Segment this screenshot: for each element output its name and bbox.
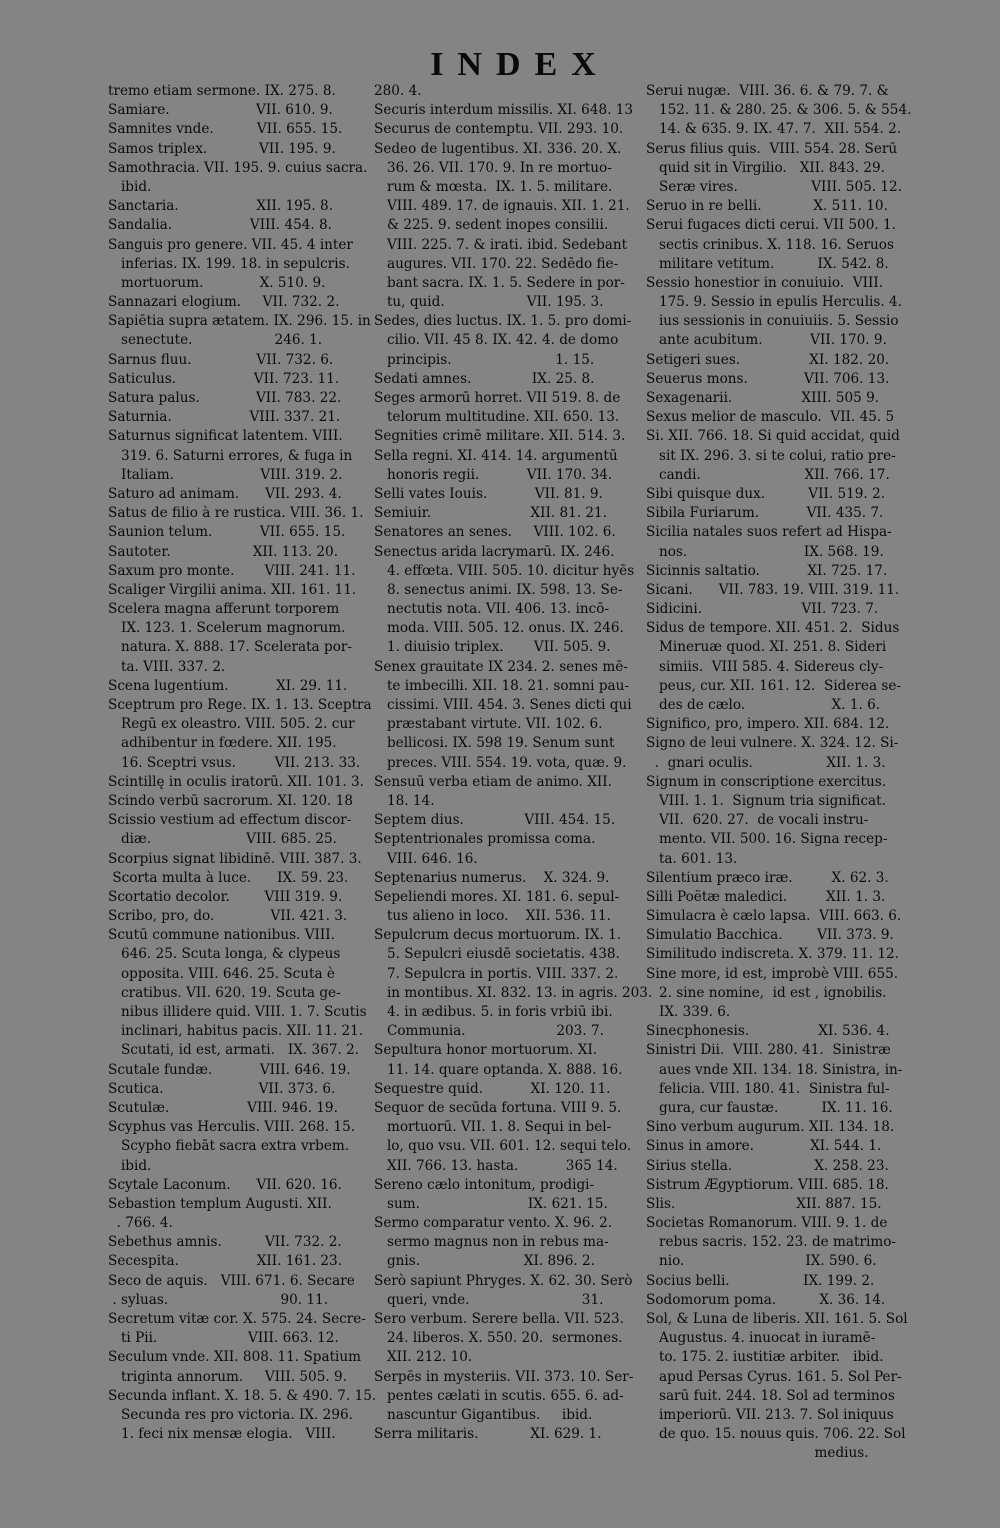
index-line: Serus filius quis. VIII. 554. 28. Serū bbox=[646, 140, 898, 157]
index-line: pentes cælati in scutis. 655. 6. ad- bbox=[374, 1387, 624, 1404]
index-line: gura, cur faustæ. IX. 11. 16. bbox=[646, 1099, 893, 1116]
index-line: simiis. VIII 585. 4. Sidereus cly- bbox=[646, 658, 884, 675]
index-line: principis. 1. 15. bbox=[374, 351, 595, 368]
index-line: tremo etiam sermone. IX. 275. 8. bbox=[108, 83, 336, 99]
index-line: Seuerus mons. VII. 706. 13. bbox=[646, 370, 890, 387]
index-line: mortuorum. X. 510. 9. bbox=[108, 274, 326, 291]
index-line: mento. VII. 500. 16. Signa recep- bbox=[646, 831, 888, 848]
index-line: Sepeliendi mores. XI. 181. 6. sepul- bbox=[374, 888, 620, 905]
index-column-1 bbox=[108, 82, 383, 1444]
index-line: Senatores an senes. VIII. 102. 6. bbox=[374, 524, 616, 541]
index-line: Saxum pro monte. VIII. 241. 11. bbox=[108, 562, 356, 579]
index-column-3 bbox=[646, 82, 936, 1464]
index-line: Saturnia. VIII. 337. 21. bbox=[108, 409, 341, 426]
index-line: des de cælo. X. 1. 6. bbox=[646, 697, 881, 713]
index-line: candi. XII. 766. 17. bbox=[646, 466, 890, 483]
index-line: ti Pii. VIII. 663. 12. bbox=[108, 1330, 339, 1347]
index-line: XII. 212. 10. bbox=[374, 1349, 473, 1366]
index-line: senectute. 246. 1. bbox=[108, 332, 323, 349]
index-line: & 225. 9. sedent inopes consilii. bbox=[374, 217, 609, 234]
index-line: 14. & 635. 9. IX. 47. 7. XII. 554. 2. bbox=[646, 121, 902, 138]
index-line: sarū fuit. 244. 18. Sol ad terminos bbox=[646, 1387, 895, 1404]
index-line: ibid. bbox=[108, 178, 152, 195]
index-line: Sermo comparatur vento. X. 96. 2. bbox=[374, 1215, 613, 1232]
index-line: Sinus in amore. XI. 544. 1. bbox=[646, 1138, 882, 1155]
index-line: VIII. 225. 7. & irati. ibid. Sedebant bbox=[374, 236, 628, 253]
index-line: imperiorū. VII. 213. 7. Sol iniquus bbox=[646, 1406, 894, 1423]
index-line: Sebethus amnis. VII. 732. 2. bbox=[108, 1234, 342, 1251]
index-line: Si. XII. 766. 18. Si quid accidat, quid bbox=[646, 428, 900, 445]
index-line: Serpēs in mysteriis. VII. 373. 10. Ser- bbox=[374, 1368, 634, 1385]
index-line: Sinistri Dii. VIII. 280. 41. Sinistræ bbox=[646, 1042, 891, 1059]
index-line: Saticulus. VII. 723. 11. bbox=[108, 370, 340, 387]
index-line: Saturnus significat latentem. VIII. bbox=[108, 428, 343, 445]
index-line: Sedeo de lugentibus. XI. 336. 20. X. bbox=[374, 140, 622, 157]
index-line: Signum in conscriptione exercitus. bbox=[646, 773, 887, 790]
index-line: Scintillę in oculis iratorū. XII. 101. 3. bbox=[108, 773, 364, 790]
index-line: nio. IX. 590. 6. bbox=[646, 1253, 877, 1270]
index-line: Slis. XII. 887. 15. bbox=[646, 1195, 882, 1212]
index-line: tu, quid. VII. 195. 3. bbox=[374, 294, 604, 311]
index-line: Sarnus fluu. VII. 732. 6. bbox=[108, 351, 334, 368]
index-line: sit IX. 296. 3. si te colui, ratio pre- bbox=[646, 447, 896, 464]
index-line: 2. sine nomine, id est , ignobilis. bbox=[646, 984, 887, 1001]
index-line: Sella regni. XI. 414. 14. argumentū bbox=[374, 447, 618, 464]
index-line: diæ. VIII. 685. 25. bbox=[108, 831, 337, 848]
index-line: Setigeri sues. XI. 182. 20. bbox=[646, 351, 890, 368]
index-line: . 766. 4. bbox=[108, 1215, 173, 1232]
index-line: Sanctaria. XII. 195. 8. bbox=[108, 198, 334, 215]
index-line: nectutis nota. VII. 406. 13. incō- bbox=[374, 601, 610, 618]
index-line: felicia. VIII. 180. 41. Sinistra ful- bbox=[646, 1080, 890, 1097]
index-line: ta. 601. 13. bbox=[646, 850, 738, 867]
index-line: Sinecphonesis. XI. 536. 4. bbox=[646, 1023, 890, 1040]
index-line: Satura palus. VII. 783. 22. bbox=[108, 390, 342, 406]
index-line: Satus de filio à re rustica. VIII. 36. 1. bbox=[108, 505, 364, 522]
index-line: medius. bbox=[646, 1445, 869, 1462]
index-line: cratibus. VII. 620. 19. Scuta ge- bbox=[108, 984, 341, 1001]
index-line: adhibentur in fœdere. XII. 195. bbox=[108, 735, 337, 752]
index-column-2 bbox=[374, 82, 656, 1444]
index-line: rebus sacris. 152. 23. de matrimo- bbox=[646, 1234, 896, 1251]
index-line: Sensuū verba etiam de animo. XII. bbox=[374, 773, 612, 790]
index-line: Seræ vires. VIII. 505. 12. bbox=[646, 178, 903, 195]
index-line: Segnities crimē militare. XII. 514. 3. bbox=[374, 428, 626, 445]
index-line: Sanguis pro genere. VII. 45. 4 inter bbox=[108, 236, 353, 253]
index-line: nos. IX. 568. 19. bbox=[646, 543, 884, 560]
index-line: VIII. 1. 1. Signum tria significat. bbox=[646, 792, 886, 809]
index-line: sum. IX. 621. 15. bbox=[374, 1195, 608, 1212]
index-line: aues vnde XII. 134. 18. Sinistra, in- bbox=[646, 1061, 903, 1078]
index-line: Scorta multa à luce. IX. 59. 23. bbox=[108, 869, 349, 886]
index-line: Sedati amnes. IX. 25. 8. bbox=[374, 370, 595, 387]
index-line: 18. 14. bbox=[374, 792, 435, 809]
index-line: bant sacra. IX. 1. 5. Sedere in por- bbox=[374, 274, 625, 291]
index-line: honoris regii. VII. 170. 34. bbox=[374, 466, 613, 483]
index-line: Serra militaris. XI. 629. 1. bbox=[374, 1426, 602, 1443]
index-line: 4. effœta. VIII. 505. 10. dicitur hyēs bbox=[374, 562, 635, 579]
index-line: IX. 339. 6. bbox=[646, 1004, 731, 1020]
index-line: Sannazari elogium. VII. 732. 2. bbox=[108, 294, 340, 311]
index-line: Saturo ad animam. VII. 293. 4. bbox=[108, 485, 342, 502]
index-line: Simulatio Bacchica. VII. 373. 9. bbox=[646, 927, 894, 944]
index-line: Securis interdum missilis. XI. 648. 13 bbox=[374, 102, 634, 119]
index-line: 4. in ædibus. 5. in foris vrbiū ibi. bbox=[374, 1004, 613, 1020]
index-line: . gnari oculis. XII. 1. 3. bbox=[646, 754, 886, 771]
index-line: nascuntur Gigantibus. ibid. bbox=[374, 1406, 593, 1423]
index-line: tus alieno in loco. XII. 536. 11. bbox=[374, 908, 611, 925]
index-line: Samos triplex. VII. 195. 9. bbox=[108, 140, 336, 157]
index-line: Sepultura honor mortuorum. XI. bbox=[374, 1042, 598, 1059]
index-line: Socius belli. IX. 199. 2. bbox=[646, 1272, 875, 1289]
index-line: Sereno cælo intonitum, prodigi- bbox=[374, 1176, 595, 1193]
index-line: Sessio honestior in conuiuio. VIII. bbox=[646, 274, 884, 291]
index-line: Secunda res pro victoria. IX. 296. bbox=[108, 1406, 353, 1423]
index-line: Sicinnis saltatio. XI. 725. 17. bbox=[646, 562, 888, 579]
index-line: preces. VIII. 554. 19. vota, quæ. 9. bbox=[374, 754, 627, 771]
index-line: Scutati, id est, armati. IX. 367. 2. bbox=[108, 1042, 360, 1059]
index-line: 1. feci nix mensæ elogia. VIII. bbox=[108, 1426, 336, 1443]
index-line: lo, quo vsu. VII. 601. 12. sequi telo. bbox=[374, 1138, 632, 1155]
index-line: 16. Sceptri vsus. VII. 213. 33. bbox=[108, 754, 361, 771]
index-line: Sexus melior de masculo. VII. 45. 5 bbox=[646, 409, 895, 426]
index-line: IX. 123. 1. Scelerum magnorum. bbox=[108, 620, 346, 637]
index-line: Seruo in re belli. X. 511. 10. bbox=[646, 198, 888, 215]
index-line: moda. VIII. 505. 12. onus. IX. 246. bbox=[374, 620, 624, 637]
index-line: queri, vnde. 31. bbox=[374, 1291, 604, 1308]
index-line: to. 175. 2. iustitiæ arbiter. ibid. bbox=[646, 1349, 884, 1366]
index-line: Sino verbum augurum. XII. 134. 18. bbox=[646, 1119, 895, 1136]
index-line: Sautoter. XII. 113. 20. bbox=[108, 543, 339, 560]
index-line: inclinari, habitus pacis. XII. 11. 21. bbox=[108, 1023, 364, 1040]
index-line: Sibila Furiarum. VII. 435. 7. bbox=[646, 505, 884, 522]
index-line: Sequestre quid. XI. 120. 11. bbox=[374, 1080, 611, 1097]
index-line: cilio. VII. 45 8. IX. 42. 4. de domo bbox=[374, 332, 619, 349]
index-line: Scutica. VII. 373. 6. bbox=[108, 1080, 336, 1097]
index-line: gnis. XI. 896. 2. bbox=[374, 1253, 596, 1270]
index-line: Mineruæ quod. XI. 251. 8. Sideri bbox=[646, 639, 887, 656]
index-line: Scutū commune nationibus. VIII. bbox=[108, 927, 335, 944]
index-line: Sol, & Luna de liberis. XII. 161. 5. Sol bbox=[646, 1311, 908, 1327]
index-line: nibus illidere quid. VIII. 1. 7. Scutis bbox=[108, 1004, 367, 1020]
index-line: quid sit in Virgilio. XII. 843. 29. bbox=[646, 159, 885, 176]
index-line: VII. 620. 27. de vocali instru- bbox=[646, 812, 869, 829]
index-line: natura. X. 888. 17. Scelerata por- bbox=[108, 639, 352, 656]
index-line: 7. Sepulcra in portis. VIII. 337. 2. bbox=[374, 965, 619, 982]
index-line: Italiam. VIII. 319. 2. bbox=[108, 466, 343, 483]
index-line: Silentium præco iræ. X. 62. 3. bbox=[646, 869, 889, 886]
index-line: Septentrionales promissa coma. bbox=[374, 831, 596, 848]
index-line: augures. VII. 170. 22. Sedēdo fie- bbox=[374, 255, 619, 272]
index-line: 36. 26. VII. 170. 9. In re mortuo- bbox=[374, 159, 612, 176]
index-line: Significo, pro, impero. XII. 684. 12. bbox=[646, 716, 890, 733]
index-line: in montibus. XI. 832. 13. in agris. 203. bbox=[374, 984, 653, 1001]
index-line: Simulacra è cælo lapsa. VIII. 663. 6. bbox=[646, 908, 902, 925]
index-line: Scaliger Virgilii anima. XII. 161. 11. bbox=[108, 581, 357, 598]
page-title: INDEX bbox=[430, 46, 610, 83]
index-line: Scelera magna afferunt torporem bbox=[108, 601, 340, 618]
index-line: Scribo, pro, do. VII. 421. 3. bbox=[108, 908, 348, 925]
index-line: peus, cur. XII. 161. 12. Siderea se- bbox=[646, 677, 901, 694]
index-line: 8. senectus animi. IX. 598. 13. Se- bbox=[374, 581, 623, 598]
index-line: Scypho fiebāt sacra extra vrbem. bbox=[108, 1138, 350, 1155]
index-line: Septenarius numerus. X. 324. 9. bbox=[374, 869, 610, 886]
index-line: Sidicini. VII. 723. 7. bbox=[646, 601, 879, 618]
index-line: Sequor de secūda fortuna. VIII 9. 5. bbox=[374, 1099, 622, 1116]
index-line: Sine more, id est, improbè VIII. 655. bbox=[646, 965, 899, 982]
index-line: opposita. VIII. 646. 25. Scuta è bbox=[108, 965, 335, 982]
index-line: Silli Poëtæ maledici. XII. 1. 3. bbox=[646, 888, 886, 905]
index-line: ante acubitum. VII. 170. 9. bbox=[646, 332, 887, 349]
index-line: de quo. 15. nouus quis. 706. 22. Sol bbox=[646, 1426, 906, 1443]
index-line: 24. liberos. X. 550. 20. sermones. bbox=[374, 1330, 623, 1347]
index-line: Scutale fundæ. VIII. 646. 19. bbox=[108, 1061, 351, 1078]
index-line: triginta annorum. VIII. 505. 9. bbox=[108, 1368, 347, 1385]
index-line: 1. diuisio triplex. VII. 505. 9. bbox=[374, 639, 611, 656]
index-line: Signo de leui vulnere. X. 324. 12. Si- bbox=[646, 735, 899, 752]
index-line: rum & mœsta. IX. 1. 5. militare. bbox=[374, 178, 613, 195]
index-line: Serò sapiunt Phryges. X. 62. 30. Serò bbox=[374, 1272, 633, 1289]
index-line: Selli vates Iouis. VII. 81. 9. bbox=[374, 485, 603, 502]
index-line: ius sessionis in conuiuiis. 5. Sessio bbox=[646, 313, 899, 330]
index-line: Communia. 203. 7. bbox=[374, 1023, 604, 1040]
index-line: apud Persas Cyrus. 161. 5. Sol Per- bbox=[646, 1368, 902, 1385]
index-line: Seco de aquis. VIII. 671. 6. Secare bbox=[108, 1272, 355, 1289]
index-line: Sicani. VII. 783. 19. VIII. 319. 11. bbox=[646, 581, 900, 598]
index-line: Scortatio decolor. VIII 319. 9. bbox=[108, 888, 343, 905]
index-line: Saunion telum. VII. 655. 15. bbox=[108, 524, 346, 541]
index-line: Samnites vnde. VII. 655. 15. bbox=[108, 121, 343, 138]
index-line: 646. 25. Scuta longa, & clypeus bbox=[108, 946, 341, 963]
index-line: Senex grauitate IX 234. 2. senes mē- bbox=[374, 658, 628, 675]
index-line: Sidus de tempore. XII. 451. 2. Sidus bbox=[646, 620, 900, 637]
index-line: militare vetitum. IX. 542. 8. bbox=[646, 255, 889, 272]
index-line: Scissio vestium ad effectum discor- bbox=[108, 812, 352, 829]
index-line: Senectus arida lacrymarū. IX. 246. bbox=[374, 543, 615, 560]
index-line: VIII. 646. 16. bbox=[374, 850, 478, 867]
index-line: Secretum vitæ cor. X. 575. 24. Secre- bbox=[108, 1311, 366, 1327]
index-line: Seges armorū horret. VII 519. 8. de bbox=[374, 390, 621, 406]
index-line: ibid. bbox=[108, 1157, 152, 1174]
index-line: Scytale Laconum. VII. 620. 16. bbox=[108, 1176, 342, 1193]
index-line: Sandalia. VIII. 454. 8. bbox=[108, 217, 333, 234]
index-line: 152. 11. & 280. 25. & 306. 5. & 554. bbox=[646, 102, 912, 119]
index-line: Seculum vnde. XII. 808. 11. Spatium bbox=[108, 1349, 362, 1366]
index-line: Serui fugaces dicti cerui. VII 500. 1. bbox=[646, 217, 896, 234]
index-line: te imbecilli. XII. 18. 21. somni pau- bbox=[374, 677, 629, 694]
index-line: Sebastion templum Augusti. XII. bbox=[108, 1195, 332, 1212]
index-line: Scyphus vas Herculis. VIII. 268. 15. bbox=[108, 1119, 356, 1136]
index-line: Sibi quisque dux. VII. 519. 2. bbox=[646, 485, 886, 502]
index-line: Securus de contemptu. VII. 293. 10. bbox=[374, 121, 624, 138]
index-line: Scorpius signat libidinē. VIII. 387. 3. bbox=[108, 850, 362, 867]
index-line: præstabant virtute. VII. 102. 6. bbox=[374, 716, 603, 733]
index-line: sermo magnus non in rebus ma- bbox=[374, 1234, 609, 1251]
index-line: Societas Romanorum. VIII. 9. 1. de bbox=[646, 1215, 888, 1232]
index-line: Regū ex oleastro. VIII. 505. 2. cur bbox=[108, 716, 355, 733]
index-line: sectis crinibus. X. 118. 16. Seruos bbox=[646, 236, 894, 253]
index-line: 175. 9. Sessio in epulis Herculis. 4. bbox=[646, 294, 902, 311]
index-line: Sexagenarii. XIII. 505 9. bbox=[646, 390, 880, 406]
index-line: Sedes, dies luctus. IX. 1. 5. pro domi- bbox=[374, 313, 632, 330]
index-line: Scena lugentium. XI. 29. 11. bbox=[108, 677, 348, 694]
index-line: Augustus. 4. inuocat in iuramē- bbox=[646, 1330, 876, 1347]
index-line: 11. 14. quare optanda. X. 888. 16. bbox=[374, 1061, 623, 1078]
index-line: Sapiētia supra ætatem. IX. 296. 15. in bbox=[108, 313, 371, 330]
index-line: XII. 766. 13. hasta. 365 14. bbox=[374, 1157, 618, 1174]
index-line: Septem dius. VIII. 454. 15. bbox=[374, 812, 616, 829]
index-line: Scindo verbū sacrorum. XI. 120. 18 bbox=[108, 792, 353, 809]
index-line: Samothracia. VII. 195. 9. cuius sacra. bbox=[108, 159, 368, 176]
index-line: bellicosi. IX. 598 19. Senum sunt bbox=[374, 735, 615, 752]
index-line: 319. 6. Saturni errores, & fuga in bbox=[108, 447, 353, 464]
index-line: Sicilia natales suos refert ad Hispa- bbox=[646, 524, 892, 541]
index-line: ta. VIII. 337. 2. bbox=[108, 658, 226, 675]
index-line: Similitudo indiscreta. X. 379. 11. 12. bbox=[646, 946, 899, 963]
index-line: Semiuir. XII. 81. 21. bbox=[374, 505, 608, 522]
index-line: Secunda inflant. X. 18. 5. & 490. 7. 15. bbox=[108, 1387, 377, 1404]
index-line: . syluas. 90. 11. bbox=[108, 1291, 329, 1308]
index-line: Sepulcrum decus mortuorum. IX. 1. bbox=[374, 927, 622, 944]
index-line: Sodomorum poma. X. 36. 14. bbox=[646, 1291, 886, 1308]
index-line: Secespita. XII. 161. 23. bbox=[108, 1253, 342, 1270]
index-line: cissimi. VIII. 454. 3. Senes dicti qui bbox=[374, 697, 632, 713]
index-line: mortuorū. VII. 1. 8. Sequi in bel- bbox=[374, 1119, 612, 1136]
index-line: VIII. 489. 17. de ignauis. XII. 1. 21. bbox=[374, 198, 630, 215]
index-line: 280. 4. bbox=[374, 83, 422, 99]
index-line: Sero verbum. Serere bella. VII. 523. bbox=[374, 1311, 624, 1327]
index-line: telorum multitudine. XII. 650. 13. bbox=[374, 409, 620, 426]
index-line: Sceptrum pro Rege. IX. 1. 13. Sceptra bbox=[108, 697, 372, 713]
index-line: Sirius stella. X. 258. 23. bbox=[646, 1157, 889, 1174]
index-line: Serui nugæ. VIII. 36. 6. & 79. 7. & bbox=[646, 83, 889, 99]
index-line: Samiare. VII. 610. 9. bbox=[108, 102, 333, 119]
index-line: inferias. IX. 199. 18. in sepulcris. bbox=[108, 255, 350, 272]
index-line: Scutulæ. VIII. 946. 19. bbox=[108, 1099, 338, 1116]
index-line: Sistrum Ægyptiorum. VIII. 685. 18. bbox=[646, 1176, 889, 1193]
index-line: 5. Sepulcri eiusdē societatis. 438. bbox=[374, 946, 620, 963]
